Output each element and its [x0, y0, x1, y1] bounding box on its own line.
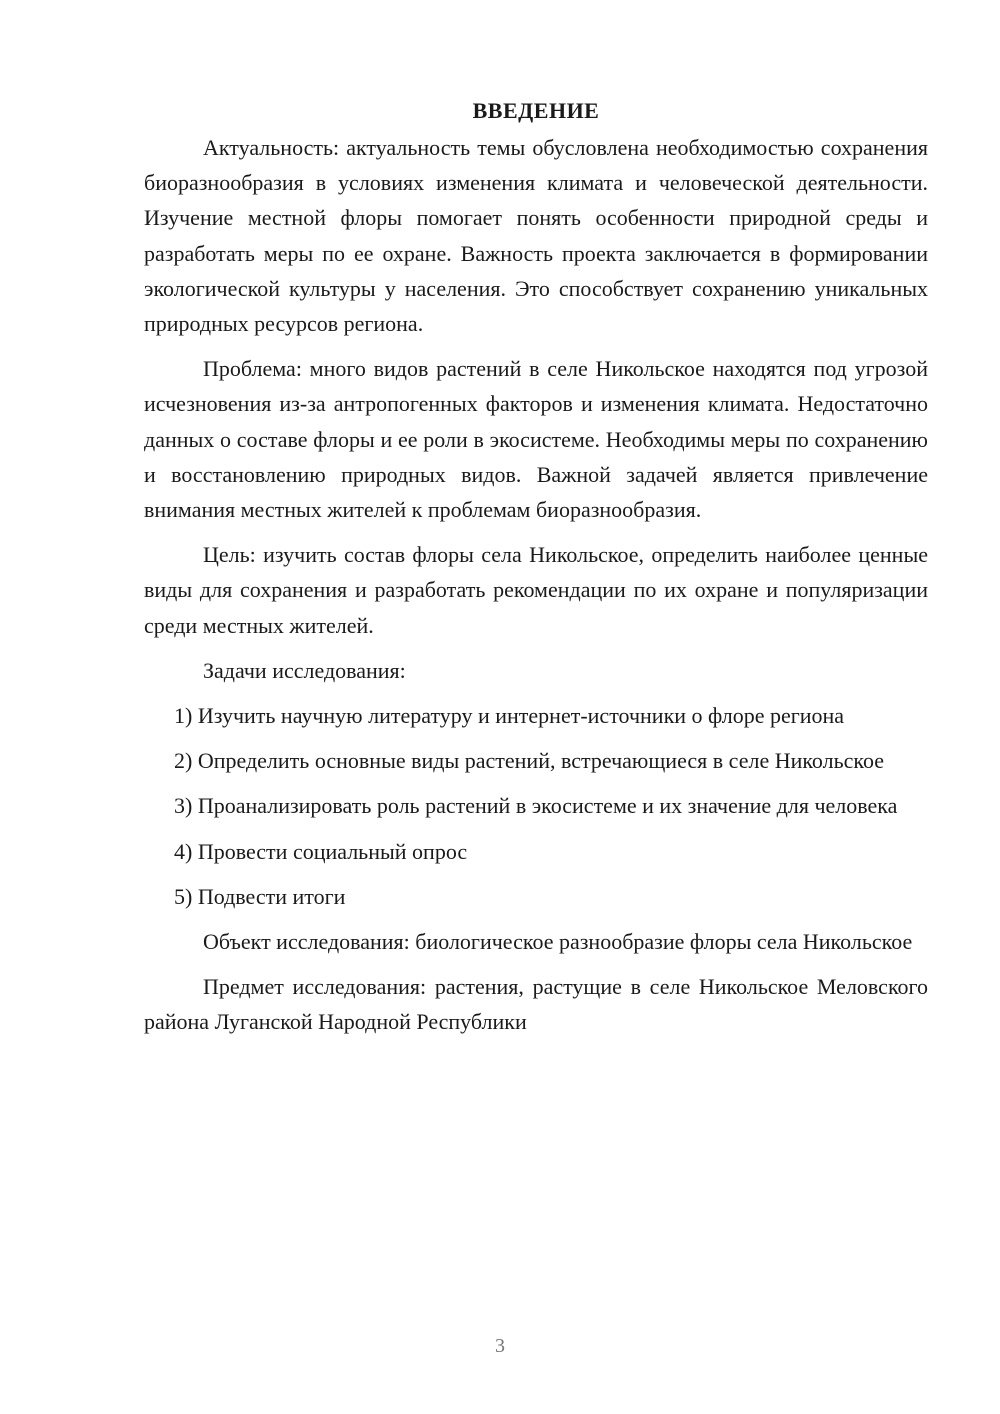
tasks-heading: Задачи исследования:: [203, 657, 406, 683]
task-item-4: 4) Провести социальный опрос: [174, 838, 468, 864]
relevance-paragraph: Актуальность: актуальность темы обусловлена необходимостью сохранения биоразнообразия в условиях изменения климата и человеческой деятельности. Изучение местной флоры помогает понять особенности природной среды и разработать меры по ее охране. Важность проекта заключается в формировании экологической культуры у населения. Это способствует сохранению уникальных природных ресурсов региона.: [144, 135, 928, 337]
problem-paragraph: Проблема: много видов растений в селе Никольское находятся под угрозой исчезновения из-за антропогенных факторов и изменения климата. Недостаточно данных о составе флоры и ее роли в экосистеме. Необходимы меры по сохранению и восстановлению природных видов. Важной задачей является привлечение внимания местных жителей к проблемам биоразнообразия.: [144, 356, 928, 523]
goal-paragraph: Цель: изучить состав флоры села Никольское, определить наиболее ценные виды для сохранения и разработать рекомендации по их охране и популяризации среди местных жителей.: [144, 542, 928, 638]
task-item-5: 5) Подвести итоги: [174, 883, 346, 909]
page-content: [144, 96, 928, 1040]
subject-paragraph: Предмет исследования: растения, растущие в селе Никольское Меловского района Луганской Народной Республики: [144, 974, 928, 1035]
page-number: 3: [495, 1335, 505, 1357]
object-paragraph: Объект исследования: биологическое разнообразие флоры села Никольское: [203, 929, 913, 955]
task-item-1: 1) Изучить научную литературу и интернет-источники о флоре региона: [174, 703, 845, 729]
task-item-2: 2) Определить основные виды растений, встречающиеся в селе Никольское: [174, 748, 885, 774]
task-item-3: 3) Проанализировать роль растений в экосистеме и их значение для человека: [174, 793, 898, 819]
page-title: ВВЕДЕНИЕ: [472, 98, 600, 123]
